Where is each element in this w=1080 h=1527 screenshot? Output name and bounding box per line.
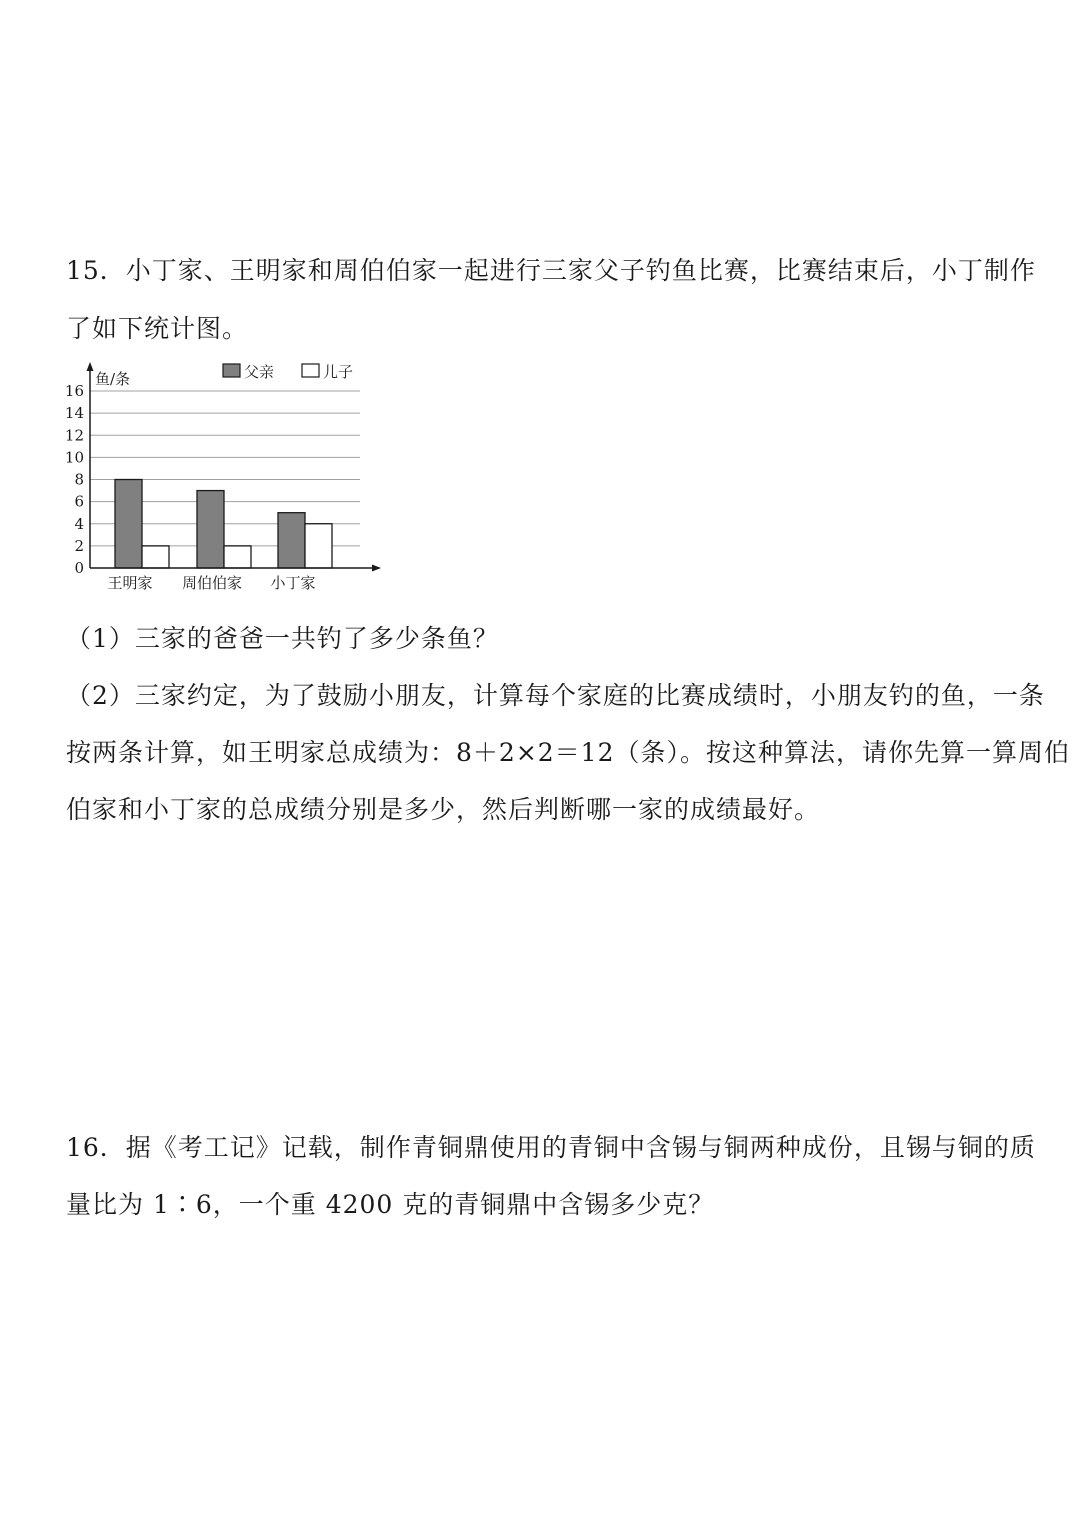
q15-text-line-2: 了如下统计图。 <box>66 314 249 343</box>
q15-text-line-1: 15．小丁家、王明家和周伯伯家一起进行三家父子钓鱼比赛，比赛结束后，小丁制作 <box>66 256 1036 285</box>
bar-son-1 <box>224 546 251 568</box>
y-tick-label: 10 <box>64 448 84 467</box>
q15-sub-question-2-line-3: 伯家和小丁家的总成绩分别是多少，然后判断哪一家的成绩最好。 <box>66 795 821 824</box>
y-axis-label: 鱼/条 <box>95 370 131 388</box>
legend-label-father: 父亲 <box>244 363 275 381</box>
x-category-label: 小丁家 <box>270 574 316 592</box>
q15-sub-question-2-line-1: （2）三家约定，为了鼓励小朋友，计算每个家庭的比赛成绩时，小朋友钓的鱼，一条 <box>66 681 1045 710</box>
x-axis-arrow <box>372 565 381 572</box>
y-axis-arrow <box>87 362 94 371</box>
q15-sub-question-2-line-2: 按两条计算，如王明家总成绩为：8＋2×2＝12（条）。按这种算法，请你先算一算周伯 <box>66 738 1070 767</box>
x-category-label: 王明家 <box>107 574 153 592</box>
q16-text-line-2: 量比为 1∶6，一个重 4200 克的青铜鼎中含锡多少克？ <box>66 1190 715 1219</box>
bar-father-1 <box>197 491 224 568</box>
y-tick-label: 2 <box>74 536 84 555</box>
legend-swatch-father <box>223 364 240 377</box>
y-tick-label: 0 <box>74 559 84 577</box>
legend-label-son: 儿子 <box>323 363 354 381</box>
bar-son-2 <box>305 524 332 568</box>
x-category-label: 周伯伯家 <box>181 574 243 592</box>
y-tick-label: 4 <box>74 514 84 533</box>
y-tick-label: 12 <box>64 426 84 445</box>
y-tick-label: 16 <box>64 382 84 400</box>
bar-father-0 <box>115 480 142 569</box>
q15-sub-question-1: （1）三家的爸爸一共钓了多少条鱼？ <box>66 624 499 653</box>
y-tick-label: 14 <box>64 404 84 423</box>
y-tick-label: 6 <box>74 492 84 511</box>
bar-son-0 <box>142 546 169 568</box>
bar-father-2 <box>278 513 305 568</box>
chart-legend <box>223 363 353 381</box>
fishing-bar-chart <box>60 352 390 597</box>
q16-text-line-1: 16．据《考工记》记载，制作青铜鼎使用的青铜中含锡与铜两种成份，且锡与铜的质 <box>66 1133 1036 1162</box>
y-tick-labels <box>65 382 84 577</box>
x-category-labels <box>107 574 315 592</box>
y-tick-label: 8 <box>74 470 84 489</box>
legend-swatch-son <box>302 364 319 377</box>
